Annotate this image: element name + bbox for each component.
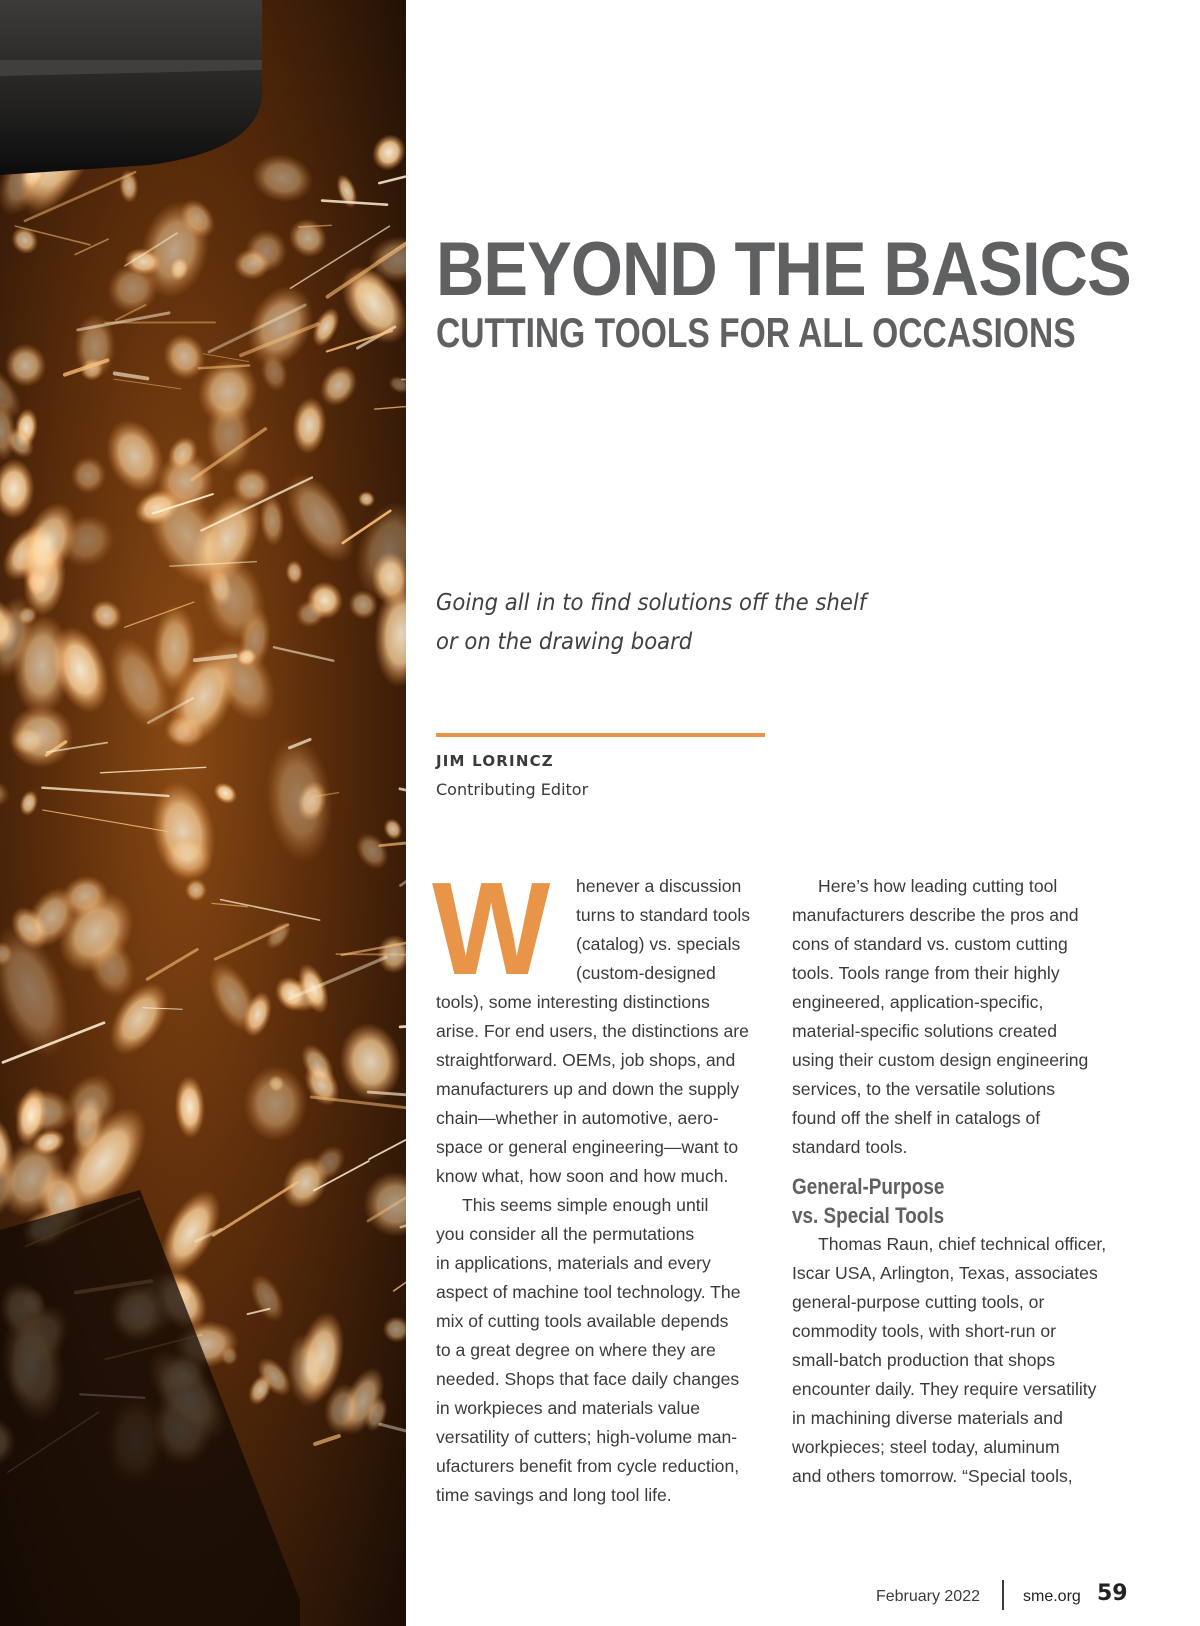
- body-text-line: ufacturers benefit from cycle reduction,: [436, 1456, 740, 1476]
- body-text-line: versatility of cutters; high-volume man-: [436, 1427, 738, 1447]
- author-role: Contributing Editor: [436, 780, 589, 799]
- body-text-line: turns to standard tools: [576, 905, 751, 925]
- body-text-line: tools. Tools range from their highly: [792, 963, 1060, 983]
- body-text-line: cons of standard vs. custom cutting: [792, 934, 1068, 954]
- body-text-line: This seems simple enough until: [462, 1195, 709, 1215]
- body-text-line: henever a discussion: [576, 876, 742, 896]
- section-heading-line-2: vs. Special Tools: [792, 1203, 945, 1228]
- body-text-line: engineered, application-specific,: [792, 992, 1044, 1012]
- body-text-line: found off the shelf in catalogs of: [792, 1108, 1041, 1128]
- sparks-image: [0, 0, 406, 1626]
- body-text-line: aspect of machine tool technology. The: [436, 1282, 741, 1302]
- body-column-2: [792, 872, 1132, 1491]
- page-number: 59: [1097, 1581, 1128, 1606]
- body-text-line: services, to the versatile solutions: [792, 1079, 1056, 1099]
- body-text-line: manufacturers describe the pros and: [792, 905, 1079, 925]
- body-text-line: general-purpose cutting tools, or: [792, 1292, 1045, 1312]
- body-text-line: encounter daily. They require versatility: [792, 1379, 1097, 1399]
- body-text-line: in applications, materials and every: [436, 1253, 711, 1273]
- body-text-line: using their custom design engineering: [792, 1050, 1089, 1070]
- body-text-line: (catalog) vs. specials: [576, 934, 741, 954]
- section-heading-line-1: General-Purpose: [792, 1174, 945, 1199]
- body-text-line: straightforward. OEMs, job shops, and: [436, 1050, 736, 1070]
- drop-cap: W: [432, 855, 551, 1002]
- author-name: JIM LORINCZ: [436, 752, 554, 770]
- body-text-line: commodity tools, with short-run or: [792, 1321, 1056, 1341]
- body-text-line: you consider all the permutations: [436, 1224, 695, 1244]
- body-text-line: know what, how soon and how much.: [436, 1166, 729, 1186]
- deck-line-2: or on the drawing board: [436, 629, 693, 655]
- article-subtitle: CUTTING TOOLS FOR ALL OCCASIONS: [436, 309, 1076, 356]
- body-text-line: and others tomorrow. “Special tools,: [792, 1466, 1073, 1486]
- body-text-line: (custom-designed: [576, 963, 716, 983]
- body-text-line: Thomas Raun, chief technical officer,: [818, 1234, 1107, 1254]
- page-footer: [872, 1576, 1128, 1610]
- deck-line-1: Going all in to find solutions off the shelf: [436, 590, 867, 616]
- body-text-line: small-batch production that shops: [792, 1350, 1056, 1370]
- body-text-line: in workpieces and materials value: [436, 1398, 701, 1418]
- body-text-line: mix of cutting tools available depends: [436, 1311, 729, 1331]
- body-text-line: arise. For end users, the distinctions are: [436, 1021, 749, 1041]
- footer-separator: [1002, 1580, 1004, 1610]
- sparks-photo: [0, 0, 406, 1626]
- body-text-line: Here’s how leading cutting tool: [818, 876, 1058, 896]
- column-2-body: [792, 1230, 1132, 1491]
- body-text-line: Iscar USA, Arlington, Texas, associates: [792, 1263, 1098, 1283]
- body-text-line: material-specific solutions created: [792, 1021, 1057, 1041]
- website-link[interactable]: sme.org: [1023, 1588, 1081, 1605]
- body-text-line: to a great degree on where they are: [436, 1340, 716, 1360]
- column-2-intro: [792, 872, 1132, 1162]
- body-text-line: time savings and long tool life.: [436, 1485, 672, 1505]
- byline-divider: [436, 733, 765, 737]
- issue-date: February 2022: [875, 1588, 980, 1605]
- body-text-line: standard tools.: [792, 1137, 908, 1157]
- body-text-line: manufacturers up and down the supply: [436, 1079, 740, 1099]
- article-deck: [436, 584, 914, 662]
- article-title: BEYOND THE BASICS: [436, 227, 1131, 312]
- body-text-line: chain—whether in automotive, aero-: [436, 1108, 719, 1128]
- body-text-line: in machining diverse materials and: [792, 1408, 1063, 1428]
- body-text-line: workpieces; steel today, aluminum: [792, 1437, 1060, 1457]
- body-text-line: space or general engineering—want to: [436, 1137, 739, 1157]
- body-text-line: needed. Shops that face daily changes: [436, 1369, 740, 1389]
- body-column-1: [436, 872, 770, 1510]
- body-text-line: tools), some interesting distinctions: [436, 992, 710, 1012]
